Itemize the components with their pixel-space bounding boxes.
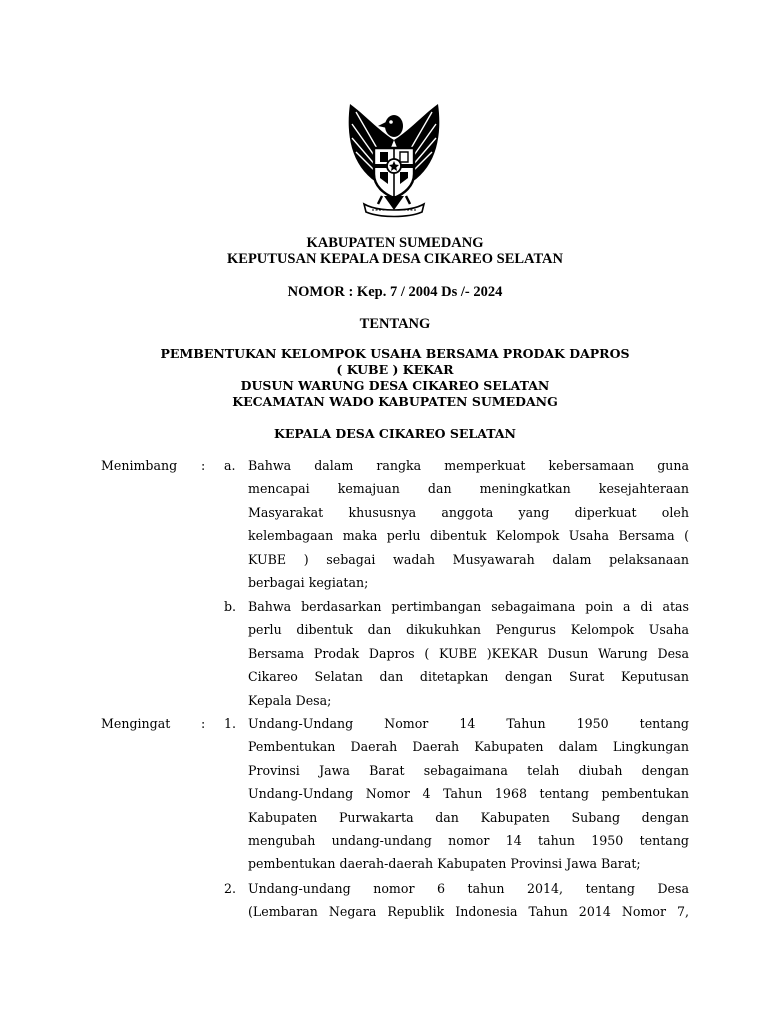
- regency-heading: KABUPATEN SUMEDANG: [306, 235, 484, 251]
- decree-number: NOMOR : Kep. 7 / 2004 Ds /- 2024: [287, 284, 503, 300]
- text-line: KUBE ) sebagai wadah Musyawarah dalam pelaksanaan: [248, 551, 689, 567]
- text-line: (Lembaran Negara Republik Indonesia Tahun 2014 Nomor 7,: [248, 904, 689, 920]
- text-line: Undang-Undang Nomor 4 Tahun 1968 tentang pembentukan: [248, 786, 689, 802]
- item-number: 2.: [224, 881, 237, 896]
- decree-heading: KEPUTUSAN KEPALA DESA CIKAREO SELATAN: [227, 251, 563, 267]
- text-line: Masyarakat khususnya anggota yang diperkuat oleh: [248, 504, 689, 520]
- item-number: a.: [224, 458, 236, 473]
- text-line: pembentukan daerah-daerah Kabupaten Provinsi Jawa Barat;: [248, 856, 641, 872]
- item-number: 1.: [224, 716, 237, 731]
- text-line: Provinsi Jawa Barat sebagaimana telah diubah dengan: [248, 762, 689, 778]
- mengingat-item-1: [248, 712, 689, 876]
- text-line: perlu dibentuk dan dikukuhkan Pengurus Kelompok Usaha: [248, 622, 689, 638]
- authority-heading: KEPALA DESA CIKAREO SELATAN: [274, 426, 516, 441]
- menimbang-label: Menimbang: [101, 458, 178, 473]
- decree-title-line: KECAMATAN WADO KABUPATEN SUMEDANG: [232, 394, 558, 409]
- text-line: mengubah undang-undang nomor 14 tahun 1950 tentang: [248, 833, 689, 849]
- text-line: Bersama Prodak Dapros ( KUBE )KEKAR Dusun Warung Desa: [248, 645, 689, 661]
- text-line: Pembentukan Daerah Daerah Kabupaten dalam Lingkungan: [248, 739, 689, 755]
- text-line: Undang-undang nomor 6 tahun 2014, tentang Desa: [248, 881, 689, 896]
- text-line: Bahwa dalam rangka memperkuat kebersamaan guna: [248, 458, 689, 473]
- mengingat-label: Mengingat: [101, 716, 171, 731]
- section-colon: :: [201, 458, 206, 473]
- text-line: Kabupaten Purwakarta dan Kabupaten Subang dengan: [248, 809, 689, 825]
- menimbang-item-a: [248, 454, 689, 594]
- text-line: Kepala Desa;: [248, 692, 332, 708]
- text-line: Undang-Undang Nomor 14 Tahun 1950 tentang: [248, 716, 689, 731]
- text-line: Cikareo Selatan dan ditetapkan dengan Surat Keputusan: [248, 669, 689, 685]
- text-line: Bahwa berdasarkan pertimbangan sebagaimana poin a di atas: [248, 599, 689, 614]
- text-line: berbagai kegiatan;: [248, 575, 369, 591]
- text-line: kelembagaan maka perlu dibentuk Kelompok Usaha Bersama (: [248, 528, 689, 544]
- mengingat-item-2: [248, 877, 689, 924]
- decree-title-line: DUSUN WARUNG DESA CIKAREO SELATAN: [240, 378, 550, 393]
- decree-title-line: ( KUBE ) KEKAR: [336, 362, 454, 377]
- text-line: mencapai kemajuan dan meningkatkan kesejahteraan: [248, 481, 689, 497]
- section-colon: :: [201, 716, 206, 731]
- tentang-heading: TENTANG: [359, 316, 431, 332]
- item-number: b.: [224, 599, 237, 614]
- menimbang-item-b: [248, 595, 689, 712]
- decree-title-line: PEMBENTUKAN KELOMPOK USAHA BERSAMA PRODAK DAPROS: [160, 346, 630, 361]
- garuda-emblem-icon: [338, 100, 450, 218]
